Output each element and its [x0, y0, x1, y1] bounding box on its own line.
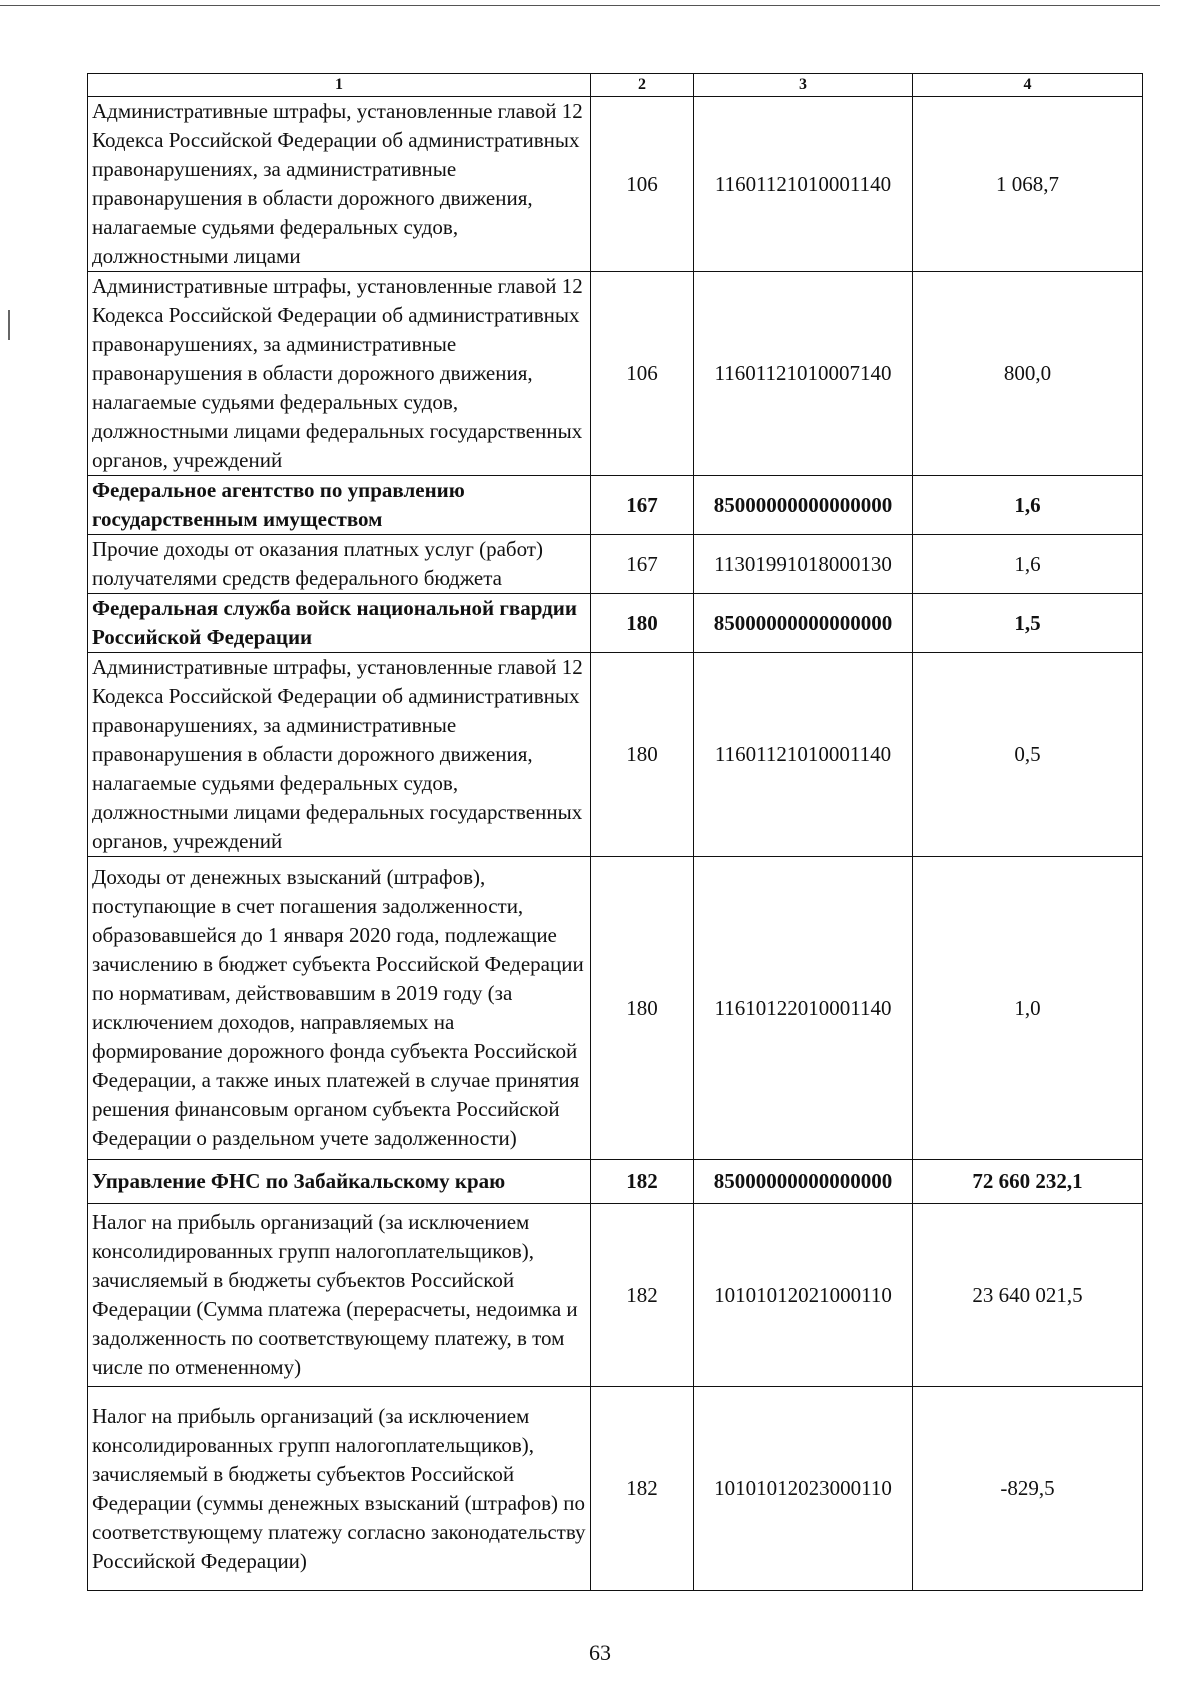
row-admin-code: 182 — [591, 1204, 694, 1387]
table-row-group-header — [88, 476, 1143, 535]
table-row — [88, 1204, 1143, 1387]
row-amount: 1,6 — [913, 535, 1143, 594]
table-row — [88, 535, 1143, 594]
row-admin-code: 167 — [591, 476, 694, 535]
row-admin-code: 106 — [591, 97, 694, 272]
table-row — [88, 653, 1143, 857]
header-col-4: 4 — [913, 74, 1143, 97]
header-col-3: 3 — [694, 74, 913, 97]
row-amount: -829,5 — [913, 1387, 1143, 1591]
table-row-group-header — [88, 594, 1143, 653]
row-amount: 72 660 232,1 — [913, 1160, 1143, 1204]
scan-edge-mark — [8, 310, 10, 340]
row-name: Административные штрафы, установленные главой 12 Кодекса Российской Федерации об административных правонарушениях, за административные правонарушения в области дорожного движения, налагаемые судьями федеральных судов, должностными лицами федеральных государственных органов, учреждений — [88, 272, 591, 476]
row-amount: 1,0 — [913, 857, 1143, 1160]
table-row-group-header — [88, 1160, 1143, 1204]
row-amount: 800,0 — [913, 272, 1143, 476]
row-admin-code: 106 — [591, 272, 694, 476]
row-name: Административные штрафы, установленные главой 12 Кодекса Российской Федерации об административных правонарушениях, за административные правонарушения в области дорожного движения, налагаемые судьями федеральных судов, должностными лицами федеральных государственных органов, учреждений — [88, 653, 591, 857]
row-name: Федеральная служба войск национальной гвардии Российской Федерации — [88, 594, 591, 653]
page-number: 63 — [589, 1640, 611, 1665]
row-admin-code: 180 — [591, 594, 694, 653]
row-kbk-code: 11601121010001140 — [694, 653, 913, 857]
row-name: Налог на прибыль организаций (за исключением консолидированных групп налогоплательщиков), зачисляемый в бюджеты субъектов Российской Федерации (Сумма платежа (перерасчеты, недоимка и задолженность по соответствующему платежу, в том числе по отмененному) — [88, 1204, 591, 1387]
table-row — [88, 857, 1143, 1160]
row-amount: 1,6 — [913, 476, 1143, 535]
row-admin-code: 182 — [591, 1387, 694, 1591]
row-kbk-code: 11301991018000130 — [694, 535, 913, 594]
row-amount: 23 640 021,5 — [913, 1204, 1143, 1387]
header-col-1: 1 — [88, 74, 591, 97]
row-name: Прочие доходы от оказания платных услуг (работ) получателями средств федерального бюджета — [88, 535, 591, 594]
row-kbk-code: 85000000000000000 — [694, 594, 913, 653]
header-col-2: 2 — [591, 74, 694, 97]
row-name: Налог на прибыль организаций (за исключением консолидированных групп налогоплательщиков), зачисляемый в бюджеты субъектов Российской Федерации (суммы денежных взысканий (штрафов) по соответствующему платежу согласно законодательству Российской Федерации) — [88, 1387, 591, 1591]
row-amount: 1 068,7 — [913, 97, 1143, 272]
table-row — [88, 272, 1143, 476]
row-admin-code: 180 — [591, 857, 694, 1160]
row-name: Доходы от денежных взысканий (штрафов), поступающие в счет погашения задолженности, образовавшейся до 1 января 2020 года, подлежащие зачислению в бюджет субъекта Российской Федерации по нормативам, действовавшим в 2019 году (за исключением доходов, направляемых на формирование дорожного фонда субъекта Российской Федерации, а также иных платежей в случае принятия решения финансовым органом субъекта Российской Федерации о раздельном учете задолженности) — [88, 857, 591, 1160]
row-kbk-code: 85000000000000000 — [694, 476, 913, 535]
table-row — [88, 1387, 1143, 1591]
row-admin-code: 180 — [591, 653, 694, 857]
row-amount: 1,5 — [913, 594, 1143, 653]
row-kbk-code: 10101012023000110 — [694, 1387, 913, 1591]
row-kbk-code: 85000000000000000 — [694, 1160, 913, 1204]
scan-edge-line — [0, 5, 1160, 6]
row-kbk-code: 11601121010007140 — [694, 272, 913, 476]
row-name: Управление ФНС по Забайкальскому краю — [88, 1160, 591, 1204]
row-kbk-code: 10101012021000110 — [694, 1204, 913, 1387]
row-admin-code: 182 — [591, 1160, 694, 1204]
row-kbk-code: 11610122010001140 — [694, 857, 913, 1160]
table-row — [88, 97, 1143, 272]
row-admin-code: 167 — [591, 535, 694, 594]
row-name: Административные штрафы, установленные главой 12 Кодекса Российской Федерации об административных правонарушениях, за административные правонарушения в области дорожного движения, налагаемые судьями федеральных судов, должностными лицами — [88, 97, 591, 272]
table-header-row — [88, 74, 1143, 97]
budget-revenue-table — [87, 73, 1143, 1591]
row-amount: 0,5 — [913, 653, 1143, 857]
row-name: Федеральное агентство по управлению государственным имуществом — [88, 476, 591, 535]
row-kbk-code: 11601121010001140 — [694, 97, 913, 272]
